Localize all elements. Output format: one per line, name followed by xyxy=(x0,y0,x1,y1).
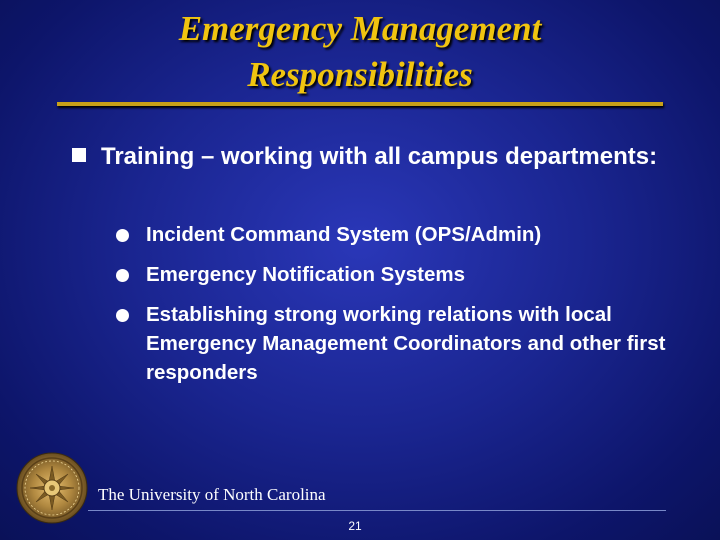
page-number: 21 xyxy=(348,519,362,533)
slide-title xyxy=(0,6,720,98)
footer-divider xyxy=(88,510,666,511)
footer-institution: The University of North Carolina xyxy=(98,485,326,504)
round-bullet-icon xyxy=(116,229,129,242)
title-line-2: Responsibilities xyxy=(247,55,473,94)
sub-bullet-text: Establishing strong working relations with local Emergency Management Coordinators and other first responders xyxy=(146,303,666,384)
main-bullet-text: Training – working with all campus departments: xyxy=(101,143,658,170)
sub-bullet-text: Incident Command System (OPS/Admin) xyxy=(146,223,542,246)
sub-bullet-item xyxy=(114,300,684,387)
sub-bullet-item xyxy=(114,260,684,289)
square-bullet-icon xyxy=(72,148,86,162)
title-underline xyxy=(57,102,663,106)
round-bullet-icon xyxy=(116,309,129,322)
main-bullet xyxy=(72,140,692,173)
sub-bullet-text: Emergency Notification Systems xyxy=(146,263,465,286)
university-seal-icon xyxy=(16,452,88,524)
sub-bullet-list xyxy=(114,220,684,398)
title-line-1: Emergency Management xyxy=(178,9,542,48)
round-bullet-icon xyxy=(116,269,129,282)
sub-bullet-item xyxy=(114,220,684,249)
